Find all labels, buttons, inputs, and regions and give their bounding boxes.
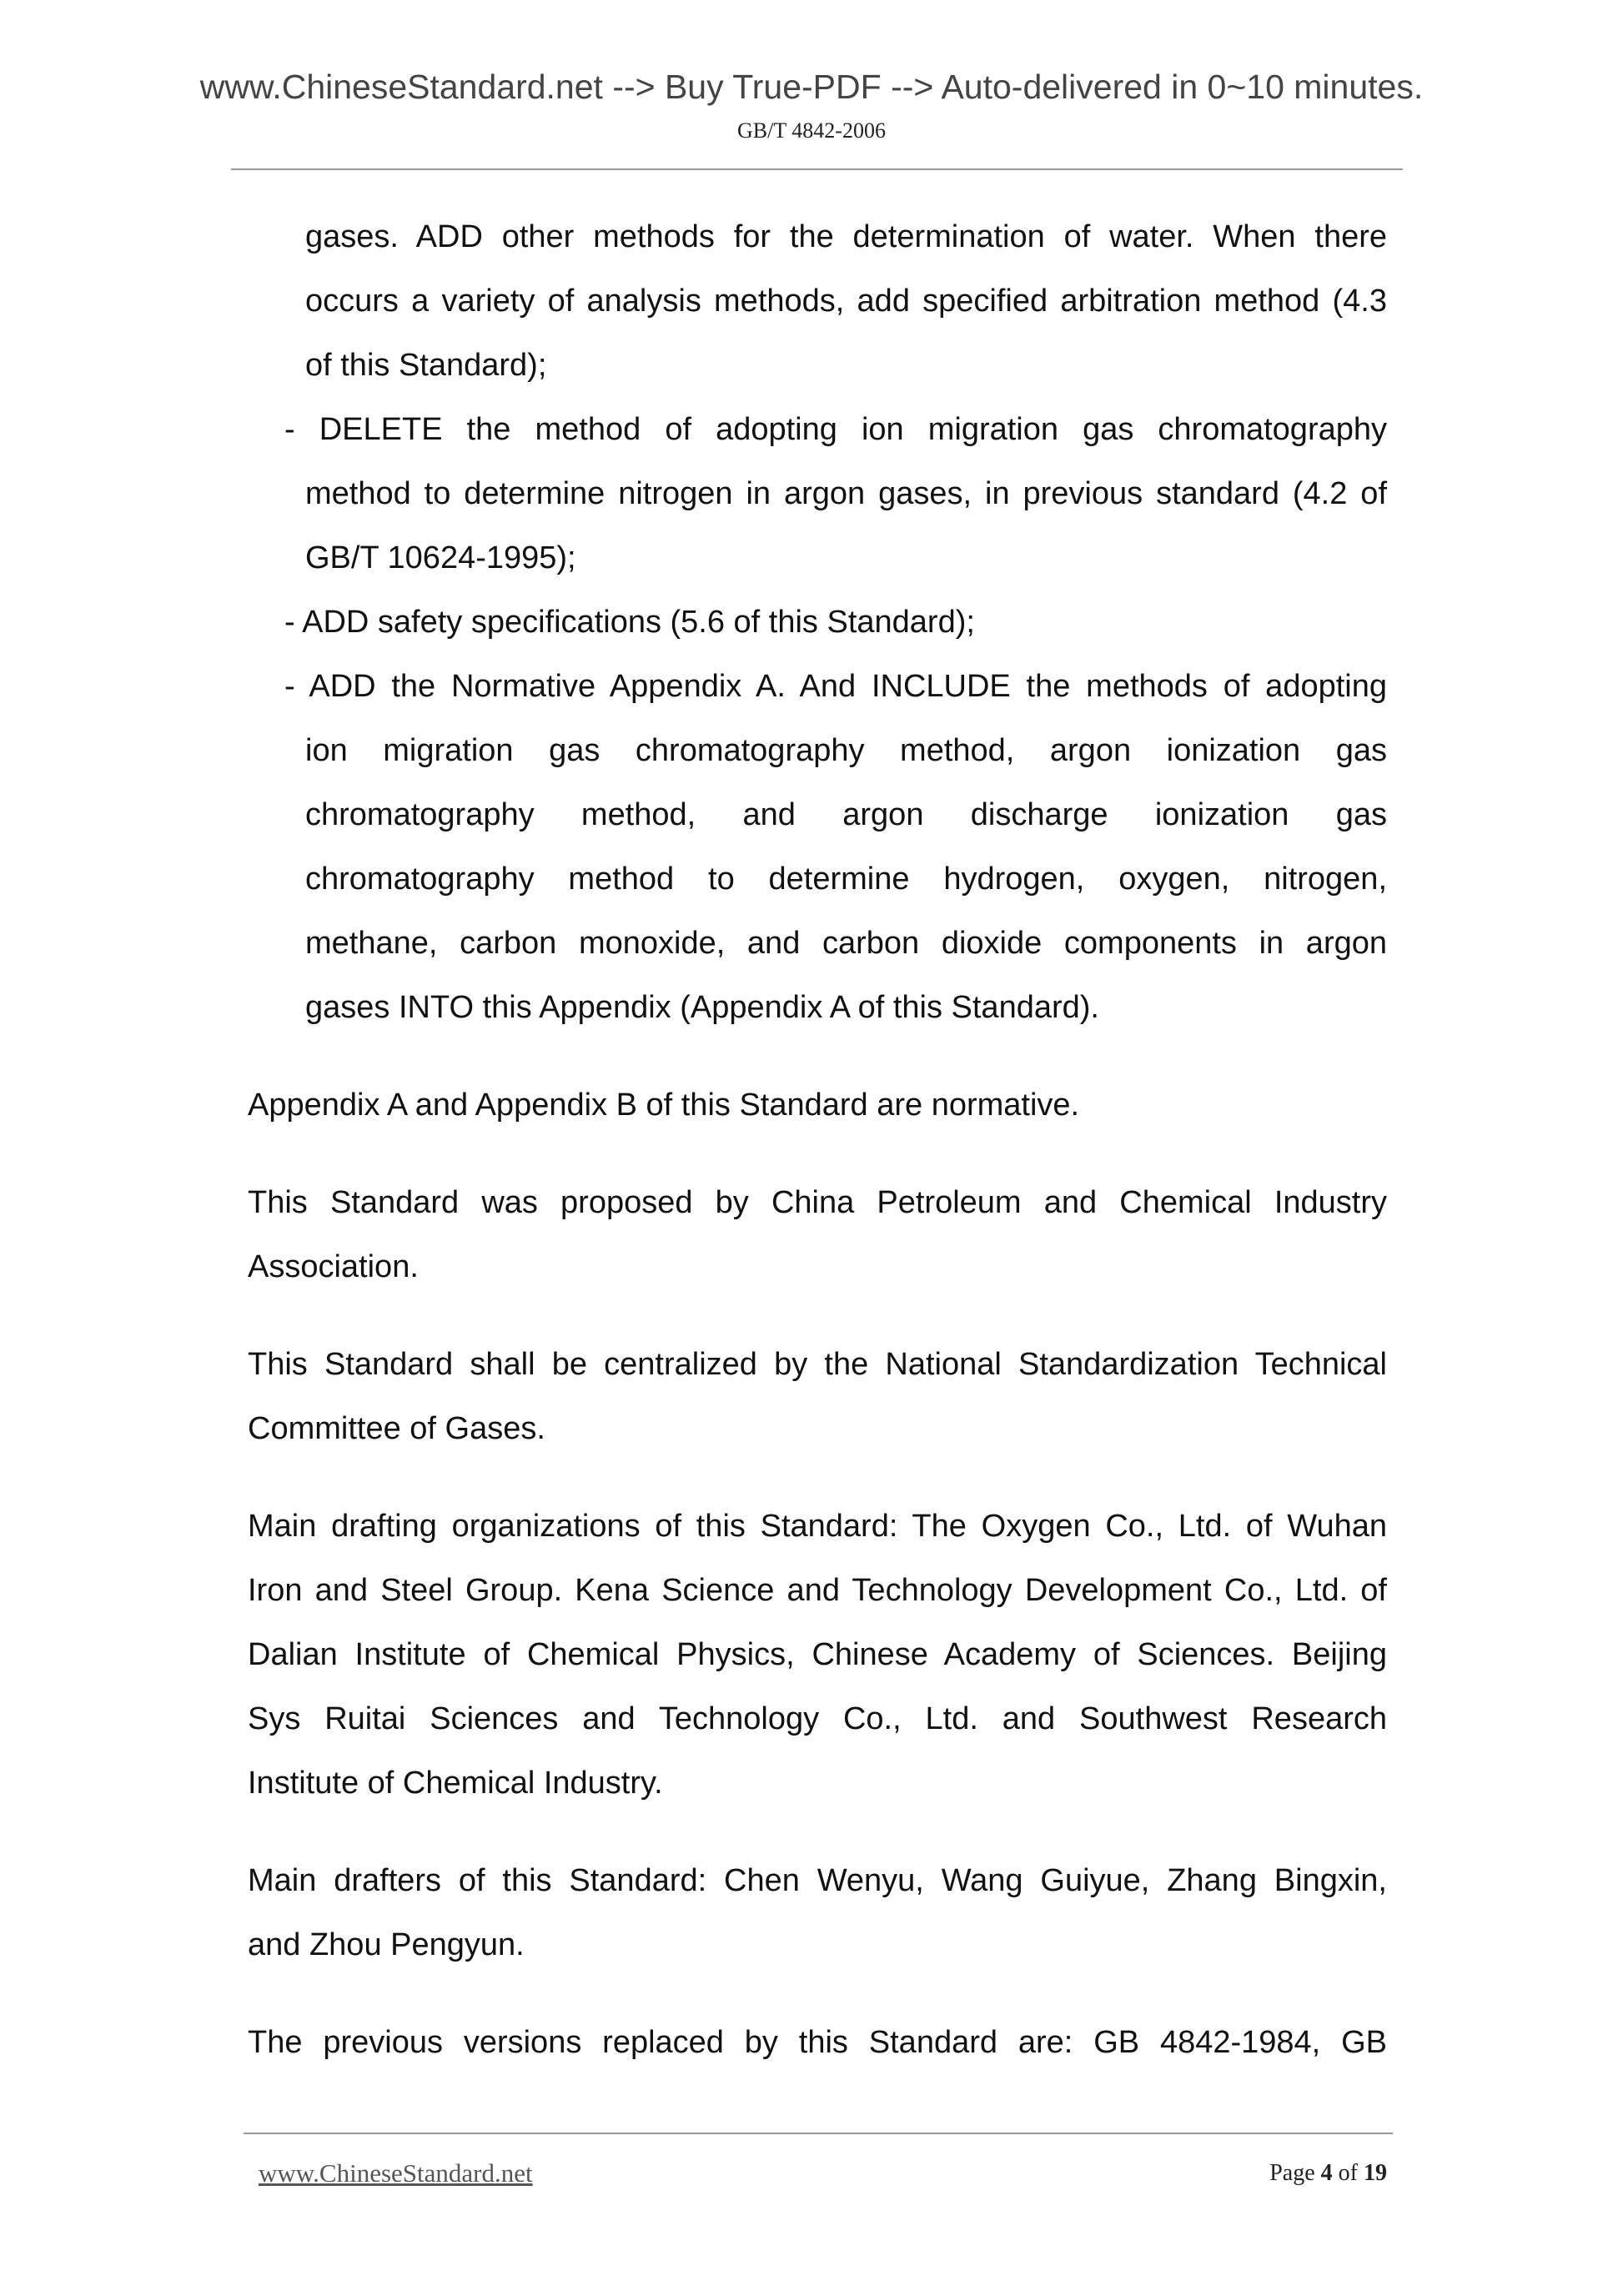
text-line: gases INTO this Appendix (Appendix A of this Standard). — [305, 990, 1099, 1025]
document-code: GB/T 4842-2006 — [737, 118, 886, 143]
paragraph — [248, 205, 1387, 398]
page-indicator — [1269, 2160, 1387, 2187]
text-line: and Zhou Pengyun. — [248, 1927, 525, 1962]
text-line: Iron and Steel Group. Kena Science and Technology Development Co., Ltd. of — [248, 1573, 1387, 1608]
text-line: Appendix A and Appendix B of this Standard are normative. — [248, 1088, 1080, 1123]
bullet-item — [248, 655, 1387, 1040]
text-line: Main drafters of this Standard: Chen Wenyu, Wang Guiyue, Zhang Bingxin, — [248, 1863, 1387, 1898]
bullet-item — [248, 398, 1387, 590]
bullet-item — [248, 590, 1387, 655]
page-number: 4 — [1320, 2160, 1333, 2186]
text-line: occurs a variety of analysis methods, add specified arbitration method (4.3 — [305, 284, 1387, 319]
paragraph — [248, 2011, 1387, 2075]
text-line: This Standard was proposed by China Petroleum and Chemical Industry — [248, 1185, 1387, 1220]
text-line: of this Standard); — [305, 348, 547, 383]
paragraph — [248, 1495, 1387, 1816]
text-line: - ADD safety specifications (5.6 of this Standard); — [284, 605, 975, 640]
header-divider — [231, 168, 1403, 170]
text-line: - ADD the Normative Appendix A. And INCLUDE the methods of adopting — [284, 669, 1387, 704]
text-line: This Standard shall be centralized by the National Standardization Technical — [248, 1347, 1387, 1382]
text-line: Institute of Chemical Industry. — [248, 1766, 663, 1801]
page-of: of — [1338, 2160, 1358, 2186]
paragraph — [248, 1333, 1387, 1461]
footer-site-link[interactable]: www.ChineseStandard.net — [259, 2158, 533, 2188]
page-prefix: Page — [1269, 2160, 1315, 2186]
text-line: ion migration gas chromatography method, argon ionization gas — [305, 733, 1387, 768]
text-line: Main drafting organizations of this Standard: The Oxygen Co., Ltd. of Wuhan — [248, 1509, 1387, 1544]
paragraph — [248, 1073, 1387, 1138]
document-body — [248, 205, 1387, 2075]
text-line: - DELETE the method of adopting ion migration gas chromatography — [284, 412, 1387, 447]
text-line: GB/T 10624-1995); — [305, 540, 576, 575]
page-total: 19 — [1364, 2160, 1387, 2186]
paragraph — [248, 1171, 1387, 1299]
text-line: method to determine nitrogen in argon gases, in previous standard (4.2 of — [305, 476, 1387, 511]
footer-divider — [244, 2133, 1393, 2134]
text-line: methane, carbon monoxide, and carbon dioxide components in argon — [305, 926, 1387, 961]
site-banner: www.ChineseStandard.net --> Buy True-PDF --> Auto-delivered in 0~10 minutes. — [199, 68, 1424, 106]
paragraph — [248, 1849, 1387, 1977]
text-line: The previous versions replaced by this Standard are: GB 4842-1984, GB — [248, 2025, 1387, 2060]
text-line: gases. ADD other methods for the determination of water. When there — [305, 219, 1387, 254]
text-line: Committee of Gases. — [248, 1411, 545, 1446]
text-line: Dalian Institute of Chemical Physics, Chinese Academy of Sciences. Beijing — [248, 1637, 1387, 1672]
text-line: chromatography method to determine hydrogen, oxygen, nitrogen, — [305, 862, 1387, 897]
text-line: chromatography method, and argon discharge ionization gas — [305, 797, 1387, 832]
text-line: Association. — [248, 1249, 419, 1284]
text-line: Sys Ruitai Sciences and Technology Co., Ltd. and Southwest Research — [248, 1701, 1387, 1736]
